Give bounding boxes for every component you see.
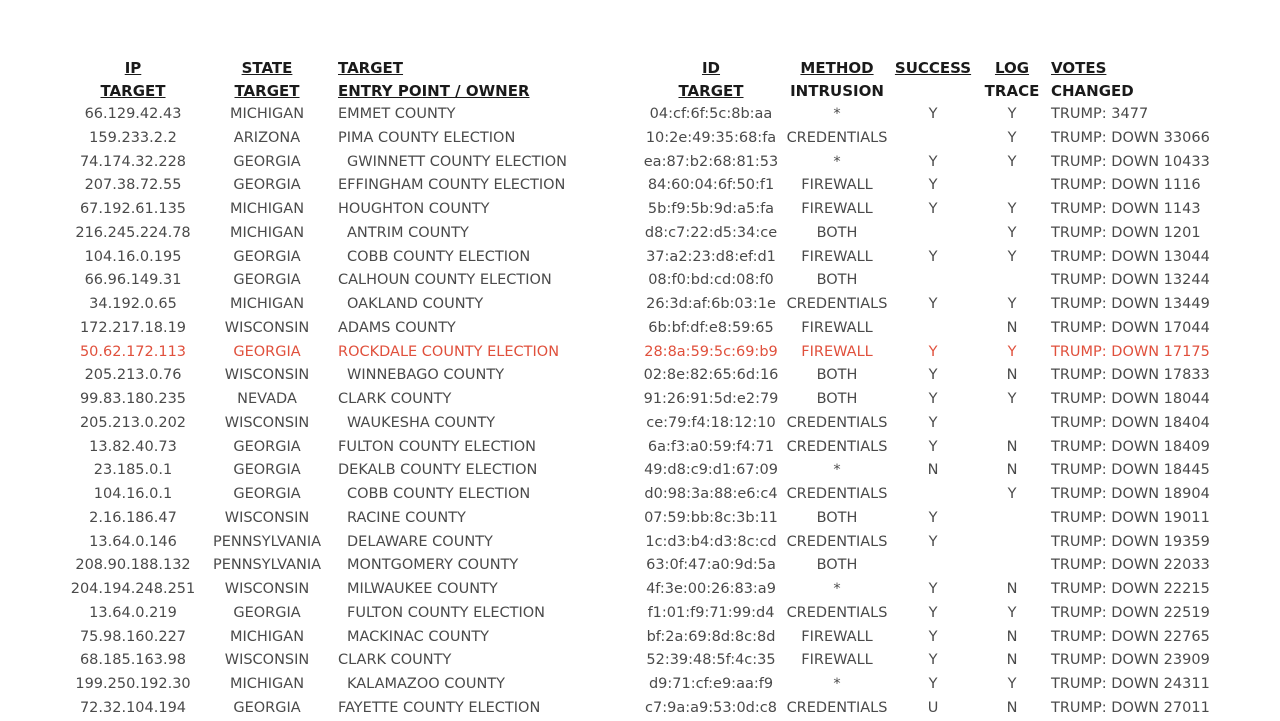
cell-method: CREDENTIALS: [786, 438, 888, 455]
cell-votes: TRUMP: DOWN 27011: [1051, 699, 1210, 716]
table-row: [0, 127, 1280, 151]
cell-state: GEORGIA: [233, 438, 301, 455]
cell-ip: 34.192.0.65: [89, 296, 177, 312]
cell-id: ea:87:b2:68:81:53: [643, 153, 779, 170]
cell-state: WISCONSIN: [224, 319, 310, 336]
header-ip: IP TARGET: [100, 59, 166, 100]
cell-method: FIREWALL: [801, 343, 873, 360]
cell-success: Y: [928, 581, 938, 597]
cell-success: Y: [928, 414, 938, 431]
cell-id: f1:01:f9:71:99:d4: [647, 604, 775, 621]
cell-success: N: [927, 462, 939, 479]
cell-method: BOTH: [816, 272, 858, 289]
cell-ip: 205.213.0.202: [79, 414, 187, 431]
cell-log: Y: [1007, 296, 1017, 312]
cell-success: Y: [928, 391, 938, 407]
cell-ip: 13.82.40.73: [89, 438, 177, 455]
cell-ip: 159.233.2.2: [89, 129, 177, 146]
cell-success: U: [927, 699, 939, 716]
cell-target: COBB COUNTY ELECTION: [347, 248, 531, 265]
cell-state: MICHIGAN: [229, 296, 305, 312]
cell-log: Y: [1007, 343, 1017, 360]
cell-method: CREDENTIALS: [786, 414, 888, 431]
cell-id: bf:2a:69:8d:8c:8d: [646, 628, 776, 645]
cell-ip: 50.62.172.113: [79, 343, 187, 360]
cell-id: d8:c7:22:d5:34:ce: [644, 224, 778, 241]
cell-log: N: [1006, 699, 1018, 716]
cell-ip: 208.90.188.132: [75, 557, 191, 574]
cell-ip: 2.16.186.47: [89, 509, 177, 526]
cell-votes: TRUMP: 3477: [1051, 106, 1149, 122]
cell-method: BOTH: [816, 509, 858, 526]
cell-id: 10:2e:49:35:68:fa: [645, 129, 777, 146]
cell-method: *: [833, 153, 841, 170]
cell-target: DELAWARE COUNTY: [347, 533, 493, 550]
cell-state: PENNSYLVANIA: [212, 533, 322, 550]
table-row: [0, 103, 1280, 127]
cell-votes: TRUMP: DOWN 1201: [1051, 224, 1201, 241]
table-row: [0, 293, 1280, 317]
cell-votes: TRUMP: DOWN 18044: [1051, 391, 1210, 407]
table-row: [0, 151, 1280, 175]
cell-method: *: [833, 581, 841, 597]
cell-votes: TRUMP: DOWN 18904: [1051, 486, 1210, 502]
cell-id: 08:f0:bd:cd:08:f0: [648, 272, 774, 289]
cell-log: Y: [1007, 676, 1017, 692]
table-row: [0, 626, 1280, 650]
header-method: METHOD INTRUSION: [790, 59, 884, 100]
cell-id: 5b:f9:5b:9d:a5:fa: [647, 201, 775, 217]
table-row: [0, 578, 1280, 602]
table-row: [0, 459, 1280, 483]
cell-method: CREDENTIALS: [786, 699, 888, 716]
cell-target: CLARK COUNTY: [338, 391, 452, 407]
cell-id: d0:98:3a:88:e6:c4: [644, 486, 778, 502]
header-id: ID TARGET: [678, 59, 744, 100]
cell-success: Y: [928, 106, 938, 122]
cell-success: Y: [928, 604, 938, 621]
cell-success: Y: [928, 367, 938, 384]
cell-method: BOTH: [816, 391, 858, 407]
cell-target: ANTRIM COUNTY: [347, 224, 469, 241]
cell-votes: TRUMP: DOWN 13044: [1051, 248, 1210, 265]
cell-success: Y: [928, 153, 938, 170]
cell-id: ce:79:f4:18:12:10: [646, 414, 776, 431]
cell-id: 84:60:04:6f:50:f1: [647, 177, 775, 194]
cell-log: Y: [1007, 604, 1017, 621]
cell-log: Y: [1007, 486, 1017, 502]
cell-method: *: [833, 676, 841, 692]
cell-log: Y: [1007, 201, 1017, 217]
cell-id: d9:71:cf:e9:aa:f9: [648, 676, 774, 692]
cell-target: EMMET COUNTY: [338, 106, 456, 122]
cell-method: FIREWALL: [801, 319, 873, 336]
cell-state: ARIZONA: [233, 129, 301, 146]
cell-method: FIREWALL: [801, 248, 873, 265]
table-row: [0, 412, 1280, 436]
cell-state: PENNSYLVANIA: [212, 557, 322, 574]
cell-method: FIREWALL: [801, 177, 873, 194]
cell-id: 49:d8:c9:d1:67:09: [644, 462, 778, 479]
cell-success: Y: [928, 248, 938, 265]
cell-state: GEORGIA: [233, 272, 301, 289]
cell-votes: TRUMP: DOWN 17044: [1051, 319, 1210, 336]
header-votes: VOTES CHANGED: [1051, 59, 1134, 100]
table-row: [0, 269, 1280, 293]
header-log: LOG TRACE: [984, 59, 1040, 100]
cell-state: MICHIGAN: [229, 224, 305, 241]
cell-id: 1c:d3:b4:d3:8c:cd: [645, 533, 777, 550]
cell-ip: 72.32.104.194: [79, 699, 187, 716]
header-success: SUCCESS: [894, 59, 972, 77]
cell-ip: 66.129.42.43: [84, 106, 182, 122]
cell-ip: 104.16.0.1: [93, 486, 173, 502]
cell-log: Y: [1007, 153, 1017, 170]
cell-state: MICHIGAN: [229, 201, 305, 217]
cell-log: N: [1006, 652, 1018, 669]
cell-target: CLARK COUNTY: [338, 652, 452, 669]
cell-log: Y: [1007, 106, 1017, 122]
cell-method: BOTH: [816, 224, 858, 241]
cell-target: DEKALB COUNTY ELECTION: [338, 462, 538, 479]
cell-ip: 104.16.0.195: [84, 248, 182, 265]
cell-method: BOTH: [816, 557, 858, 574]
cell-log: Y: [1007, 248, 1017, 265]
table-row: [0, 174, 1280, 198]
cell-state: GEORGIA: [233, 248, 301, 265]
cell-method: CREDENTIALS: [786, 533, 888, 550]
cell-target: FULTON COUNTY ELECTION: [347, 604, 546, 621]
table-row: [0, 222, 1280, 246]
cell-votes: TRUMP: DOWN 22215: [1051, 581, 1210, 597]
cell-success: Y: [928, 438, 938, 455]
cell-ip: 205.213.0.76: [84, 367, 182, 384]
cell-target: ADAMS COUNTY: [338, 319, 456, 336]
cell-target: KALAMAZOO COUNTY: [347, 676, 506, 692]
cell-votes: TRUMP: DOWN 23909: [1051, 652, 1210, 669]
cell-votes: TRUMP: DOWN 13449: [1051, 296, 1210, 312]
cell-target: MACKINAC COUNTY: [347, 628, 490, 645]
cell-log: N: [1006, 628, 1018, 645]
cell-id: 28:8a:59:5c:69:b9: [644, 343, 778, 360]
cell-votes: TRUMP: DOWN 1116: [1051, 177, 1201, 194]
cell-state: GEORGIA: [233, 604, 301, 621]
cell-state: GEORGIA: [233, 486, 301, 502]
cell-success: Y: [928, 177, 938, 194]
cell-votes: TRUMP: DOWN 22519: [1051, 604, 1210, 621]
cell-votes: TRUMP: DOWN 13244: [1051, 272, 1210, 289]
cell-id: 07:59:bb:8c:3b:11: [644, 509, 778, 526]
table-row: [0, 436, 1280, 460]
cell-method: FIREWALL: [801, 652, 873, 669]
cell-ip: 23.185.0.1: [93, 462, 173, 479]
cell-log: N: [1006, 319, 1018, 336]
cell-target: COBB COUNTY ELECTION: [347, 486, 531, 502]
cell-votes: TRUMP: DOWN 19011: [1051, 509, 1210, 526]
cell-votes: TRUMP: DOWN 19359: [1051, 533, 1210, 550]
cell-id: 91:26:91:5d:e2:79: [643, 391, 779, 407]
cell-method: BOTH: [816, 367, 858, 384]
cell-votes: TRUMP: DOWN 33066: [1051, 129, 1210, 146]
cell-target: HOUGHTON COUNTY: [338, 201, 490, 217]
cell-target: GWINNETT COUNTY ELECTION: [347, 153, 568, 170]
cell-log: N: [1006, 462, 1018, 479]
cell-method: CREDENTIALS: [786, 486, 888, 502]
cell-method: CREDENTIALS: [786, 129, 888, 146]
cell-target: RACINE COUNTY: [347, 509, 466, 526]
cell-state: NEVADA: [237, 391, 297, 407]
cell-state: WISCONSIN: [224, 414, 310, 431]
cell-state: WISCONSIN: [224, 581, 310, 597]
cell-votes: TRUMP: DOWN 18409: [1051, 438, 1210, 455]
cell-id: 4f:3e:00:26:83:a9: [646, 581, 776, 597]
cell-success: Y: [928, 676, 938, 692]
table-row: [0, 317, 1280, 341]
cell-votes: TRUMP: DOWN 1143: [1051, 201, 1201, 217]
table-row: [0, 649, 1280, 673]
cell-success: Y: [928, 296, 938, 312]
cell-state: GEORGIA: [233, 699, 301, 716]
cell-ip: 75.98.160.227: [79, 628, 187, 645]
table-row: [0, 602, 1280, 626]
cell-state: GEORGIA: [233, 153, 301, 170]
cell-state: WISCONSIN: [224, 652, 310, 669]
cell-id: c7:9a:a9:53:0d:c8: [645, 699, 777, 716]
cell-success: Y: [928, 509, 938, 526]
cell-log: Y: [1007, 224, 1017, 241]
cell-state: GEORGIA: [233, 343, 301, 360]
cell-success: Y: [928, 201, 938, 217]
cell-state: GEORGIA: [233, 462, 301, 479]
cell-votes: TRUMP: DOWN 18404: [1051, 414, 1210, 431]
cell-ip: 204.194.248.251: [70, 581, 196, 597]
cell-state: MICHIGAN: [229, 628, 305, 645]
cell-id: 6a:f3:a0:59:f4:71: [647, 438, 775, 455]
cell-target: OAKLAND COUNTY: [347, 296, 484, 312]
table-row: [0, 341, 1280, 365]
cell-target: WINNEBAGO COUNTY: [347, 367, 505, 384]
cell-id: 63:0f:47:a0:9d:5a: [646, 557, 776, 574]
cell-ip: 13.64.0.219: [89, 604, 177, 621]
cell-votes: TRUMP: DOWN 17175: [1051, 343, 1210, 360]
cell-log: Y: [1007, 129, 1017, 146]
cell-target: CALHOUN COUNTY ELECTION: [338, 272, 552, 289]
cell-log: N: [1006, 367, 1018, 384]
cell-method: FIREWALL: [801, 628, 873, 645]
cell-state: WISCONSIN: [224, 509, 310, 526]
cell-id: 26:3d:af:6b:03:1e: [646, 296, 776, 312]
cell-target: EFFINGHAM COUNTY ELECTION: [338, 177, 566, 194]
cell-ip: 67.192.61.135: [79, 201, 187, 217]
cell-votes: TRUMP: DOWN 22033: [1051, 557, 1210, 574]
cell-log: N: [1006, 438, 1018, 455]
cell-target: FULTON COUNTY ELECTION: [338, 438, 537, 455]
cell-ip: 13.64.0.146: [89, 533, 177, 550]
table-row: [0, 554, 1280, 578]
cell-success: Y: [928, 533, 938, 550]
cell-method: CREDENTIALS: [786, 604, 888, 621]
cell-state: MICHIGAN: [229, 676, 305, 692]
cell-method: *: [833, 106, 841, 122]
table-row: [0, 388, 1280, 412]
cell-votes: TRUMP: DOWN 18445: [1051, 462, 1210, 479]
cell-state: GEORGIA: [233, 177, 301, 194]
cell-ip: 207.38.72.55: [84, 177, 182, 194]
cell-state: MICHIGAN: [229, 106, 305, 122]
cell-ip: 99.83.180.235: [79, 391, 187, 407]
table-row: [0, 198, 1280, 222]
cell-id: 52:39:48:5f:4c:35: [646, 652, 776, 669]
cell-target: MONTGOMERY COUNTY: [347, 557, 519, 574]
cell-votes: TRUMP: DOWN 17833: [1051, 367, 1210, 384]
cell-target: PIMA COUNTY ELECTION: [338, 129, 516, 146]
cell-ip: 172.217.18.19: [79, 319, 187, 336]
cell-state: WISCONSIN: [224, 367, 310, 384]
cell-target: MILWAUKEE COUNTY: [347, 581, 498, 597]
cell-target: ROCKDALE COUNTY ELECTION: [338, 343, 560, 360]
table-row: [0, 673, 1280, 697]
cell-ip: 66.96.149.31: [84, 272, 182, 289]
cell-success: Y: [928, 652, 938, 669]
cell-ip: 68.185.163.98: [79, 652, 187, 669]
header-state: STATE TARGET: [234, 59, 300, 100]
table-row: [0, 483, 1280, 507]
cell-method: *: [833, 462, 841, 479]
cell-votes: TRUMP: DOWN 10433: [1051, 153, 1210, 170]
cell-success: Y: [928, 343, 938, 360]
cell-log: Y: [1007, 391, 1017, 407]
cell-target: FAYETTE COUNTY ELECTION: [338, 699, 541, 716]
cell-votes: TRUMP: DOWN 24311: [1051, 676, 1210, 692]
cell-log: N: [1006, 581, 1018, 597]
header-target: TARGET ENTRY POINT / OWNER: [338, 59, 530, 100]
cell-success: Y: [928, 628, 938, 645]
table-row: [0, 246, 1280, 270]
table-row: [0, 364, 1280, 388]
cell-method: FIREWALL: [801, 201, 873, 217]
table-row: [0, 531, 1280, 555]
cell-id: 6b:bf:df:e8:59:65: [648, 319, 774, 336]
table-row: [0, 697, 1280, 721]
cell-target: WAUKESHA COUNTY: [347, 414, 496, 431]
cell-method: CREDENTIALS: [786, 296, 888, 312]
cell-id: 02:8e:82:65:6d:16: [643, 367, 779, 384]
cell-ip: 199.250.192.30: [75, 676, 191, 692]
cell-votes: TRUMP: DOWN 22765: [1051, 628, 1210, 645]
cell-ip: 216.245.224.78: [75, 224, 191, 241]
cell-id: 37:a2:23:d8:ef:d1: [646, 248, 776, 265]
cell-ip: 74.174.32.228: [79, 153, 187, 170]
table-row: [0, 507, 1280, 531]
cell-id: 04:cf:6f:5c:8b:aa: [649, 106, 773, 122]
